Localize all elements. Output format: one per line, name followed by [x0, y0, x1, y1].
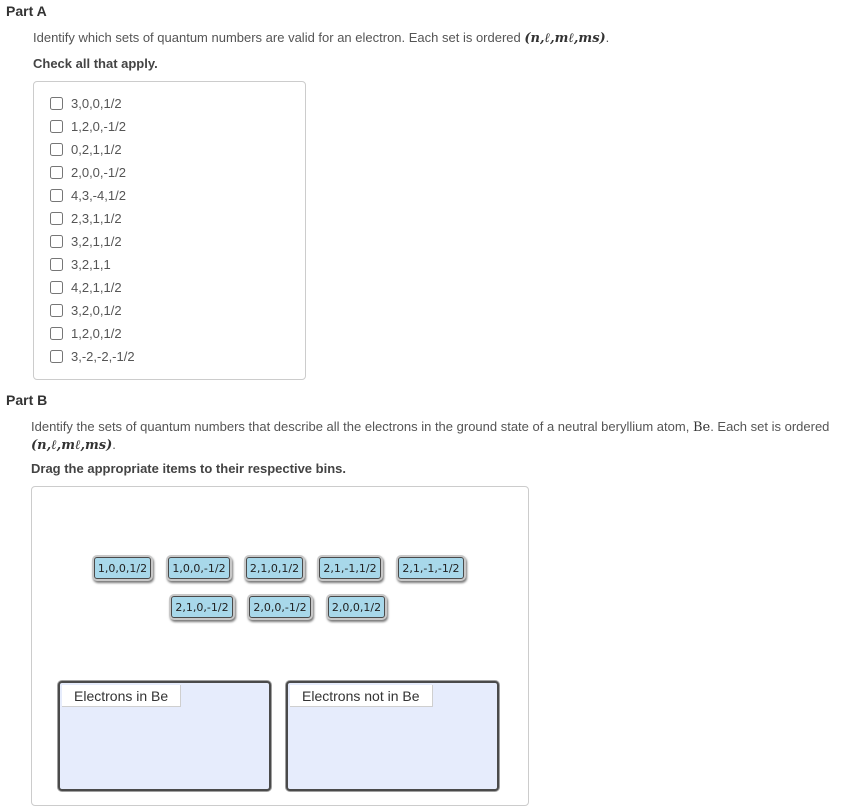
part-a-title: Part A — [6, 3, 47, 19]
bin-electrons-in-be[interactable] — [58, 681, 271, 791]
option-label: 1,2,0,-1/2 — [71, 119, 126, 134]
part-a-prompt-end: . — [605, 30, 610, 45]
option-checkbox[interactable] — [50, 120, 63, 133]
option-checkbox[interactable] — [50, 212, 63, 225]
option-row[interactable] — [50, 141, 122, 158]
part-b-prompt-end: . — [112, 437, 116, 452]
option-checkbox[interactable] — [50, 350, 63, 363]
part-b-prompt-text: Identify the sets of quantum numbers that describe all the electrons in the ground state of a neutral beryllium atom, — [31, 419, 690, 434]
option-row[interactable] — [50, 164, 126, 181]
option-label: 3,2,0,1/2 — [71, 303, 122, 318]
drag-tile[interactable]: 2,1,0,-1/2 — [171, 596, 233, 618]
part-b-prompt-symbol: Be — [692, 420, 711, 435]
option-row[interactable] — [50, 233, 122, 250]
part-b-instruction: Drag the appropriate items to their respective bins. — [31, 461, 346, 476]
option-label: 2,3,1,1/2 — [71, 211, 122, 226]
bin-label: Electrons in Be — [62, 685, 181, 707]
option-label: 4,2,1,1/2 — [71, 280, 122, 295]
part-a-prompt-text: Identify which sets of quantum numbers are valid for an electron. Each set is ordered — [33, 30, 521, 45]
option-label: 4,3,-4,1/2 — [71, 188, 126, 203]
option-checkbox[interactable] — [50, 189, 63, 202]
option-row[interactable] — [50, 279, 122, 296]
bin-electrons-not-in-be[interactable] — [286, 681, 499, 791]
drag-tile[interactable]: 1,0,0,-1/2 — [168, 557, 230, 579]
checkbox-panel — [33, 81, 306, 380]
drag-tile[interactable]: 2,0,0,1/2 — [328, 596, 385, 618]
option-row[interactable] — [50, 187, 126, 204]
option-checkbox[interactable] — [50, 97, 63, 110]
option-label: 2,0,0,-1/2 — [71, 165, 126, 180]
option-row[interactable] — [50, 325, 122, 342]
option-row[interactable] — [50, 348, 135, 365]
drag-tile[interactable]: 2,1,-1,-1/2 — [398, 557, 464, 579]
part-a-prompt — [33, 29, 609, 47]
option-label: 3,0,0,1/2 — [71, 96, 122, 111]
option-checkbox[interactable] — [50, 258, 63, 271]
option-checkbox[interactable] — [50, 281, 63, 294]
drag-tile[interactable]: 1,0,0,1/2 — [94, 557, 151, 579]
option-row[interactable] — [50, 302, 122, 319]
option-row[interactable] — [50, 210, 122, 227]
part-b-prompt — [31, 418, 843, 454]
bin-label: Electrons not in Be — [290, 685, 433, 707]
option-label: 0,2,1,1/2 — [71, 142, 122, 157]
part-b-prompt-text2: . Each set is ordered — [710, 419, 830, 434]
option-checkbox[interactable] — [50, 304, 63, 317]
option-label: 3,-2,-2,-1/2 — [71, 349, 135, 364]
part-a-instruction: Check all that apply. — [33, 56, 158, 71]
drag-tile[interactable]: 2,1,0,1/2 — [246, 557, 303, 579]
option-label: 3,2,1,1/2 — [71, 234, 122, 249]
drag-tile[interactable]: 2,0,0,-1/2 — [249, 596, 311, 618]
part-b-title: Part B — [6, 392, 48, 408]
part-b-prompt-math: (n,ℓ,mℓ,ms) — [31, 438, 113, 453]
option-label: 1,2,0,1/2 — [71, 326, 122, 341]
option-row[interactable] — [50, 256, 111, 273]
option-checkbox[interactable] — [50, 327, 63, 340]
option-row[interactable] — [50, 95, 122, 112]
option-row[interactable] — [50, 118, 126, 135]
option-checkbox[interactable] — [50, 166, 63, 179]
option-checkbox[interactable] — [50, 235, 63, 248]
option-checkbox[interactable] — [50, 143, 63, 156]
drag-tile[interactable]: 2,1,-1,1/2 — [319, 557, 381, 579]
part-a-prompt-math: (n,ℓ,mℓ,ms) — [524, 31, 606, 46]
option-label: 3,2,1,1 — [71, 257, 111, 272]
